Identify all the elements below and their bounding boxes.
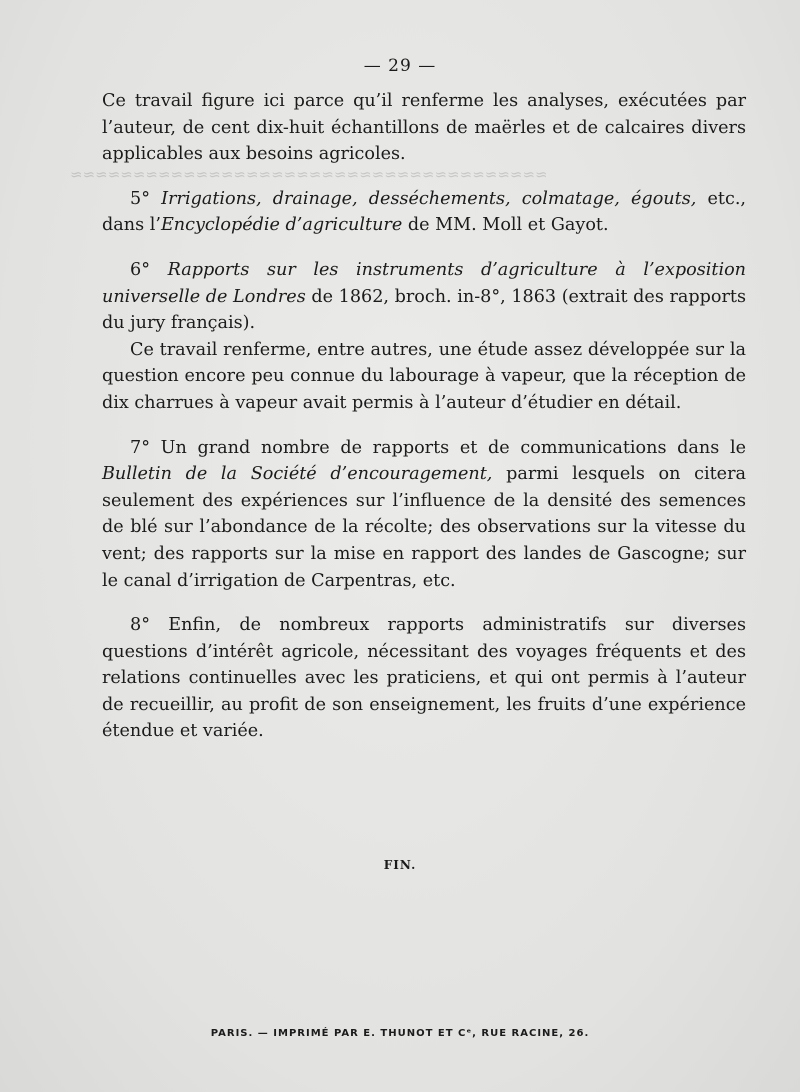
irrigations-title: Irrigations, drainage, desséchements, colmatage, égouts,: [161, 188, 697, 209]
fin-label: FIN.: [383, 858, 417, 872]
encyclopedie-title: Encyclopédie d’agriculture: [160, 215, 403, 236]
printer-imprint: PARIS. — IMPRIMÉ PAR E. THUNOT ET Cᵉ, RUE RACINE, 26.: [210, 1028, 590, 1039]
paragraph-labourage: Ce travail renferme, entre autres, une étude assez développée sur la question encore peu connue du labourage à vapeur, que la réception de dix charrues à vapeur avait permis à l’auteur d’étudier en détail.: [102, 339, 746, 413]
paragraph-bulletin: [102, 435, 746, 595]
item-number: 5°: [130, 188, 150, 209]
page-number: — 29 —: [363, 56, 437, 76]
paragraph-irrigations: [102, 186, 746, 239]
bleed-through-text: ≈≈≈≈≈≈≈≈≈≈≈≈≈≈≈≈≈≈≈≈≈≈≈≈≈≈≈≈≈≈≈≈≈≈≈≈≈≈: [70, 166, 548, 184]
item-number: 6°: [130, 259, 150, 280]
rapports-title: Rapports sur les instruments d’agriculture à l’exposition universelle de Londres: [102, 259, 746, 307]
rapports-text: de 1862, broch. in-8°, 1863 (extrait des rapports du jury français).: [102, 286, 746, 334]
bulletin-intro: 7° Un grand nombre de rapports et de communications dans le: [130, 437, 746, 458]
main-text: [102, 88, 746, 745]
paragraph-rapports-instruments: [102, 257, 746, 337]
bulletin-text: parmi lesquels on citera seulement des expériences sur l’influence de la densité des semences de blé sur l’abondance de la récolte; des observations sur la vitesse du vent; des rapports sur la mise en rapport des landes de Gascogne; sur le canal d’irrigation de Carpentras, etc.: [102, 464, 746, 591]
irrigations-authors: de MM. Moll et Gayot.: [407, 215, 609, 236]
irrigations-text: etc., dans l’: [102, 188, 747, 236]
bulletin-title: Bulletin de la Société d’encouragement,: [102, 464, 493, 485]
paragraph-enfin: 8° Enfin, de nombreux rapports administratifs sur diverses questions d’intérêt agricole, nécessitant des voyages fréquents et des relations continuelles avec les praticiens, et qui ont permis à l’auteur de recueillir, au profit de son enseignement, les fruits d’une expérience étendue et variée.: [102, 615, 746, 742]
paragraph-maerles: Ce travail figure ici parce qu’il renferme les analyses, exécutées par l’auteur, de cent dix-huit échantillons de maërles et de calcaires divers applicables aux besoins agricoles.: [102, 91, 746, 165]
